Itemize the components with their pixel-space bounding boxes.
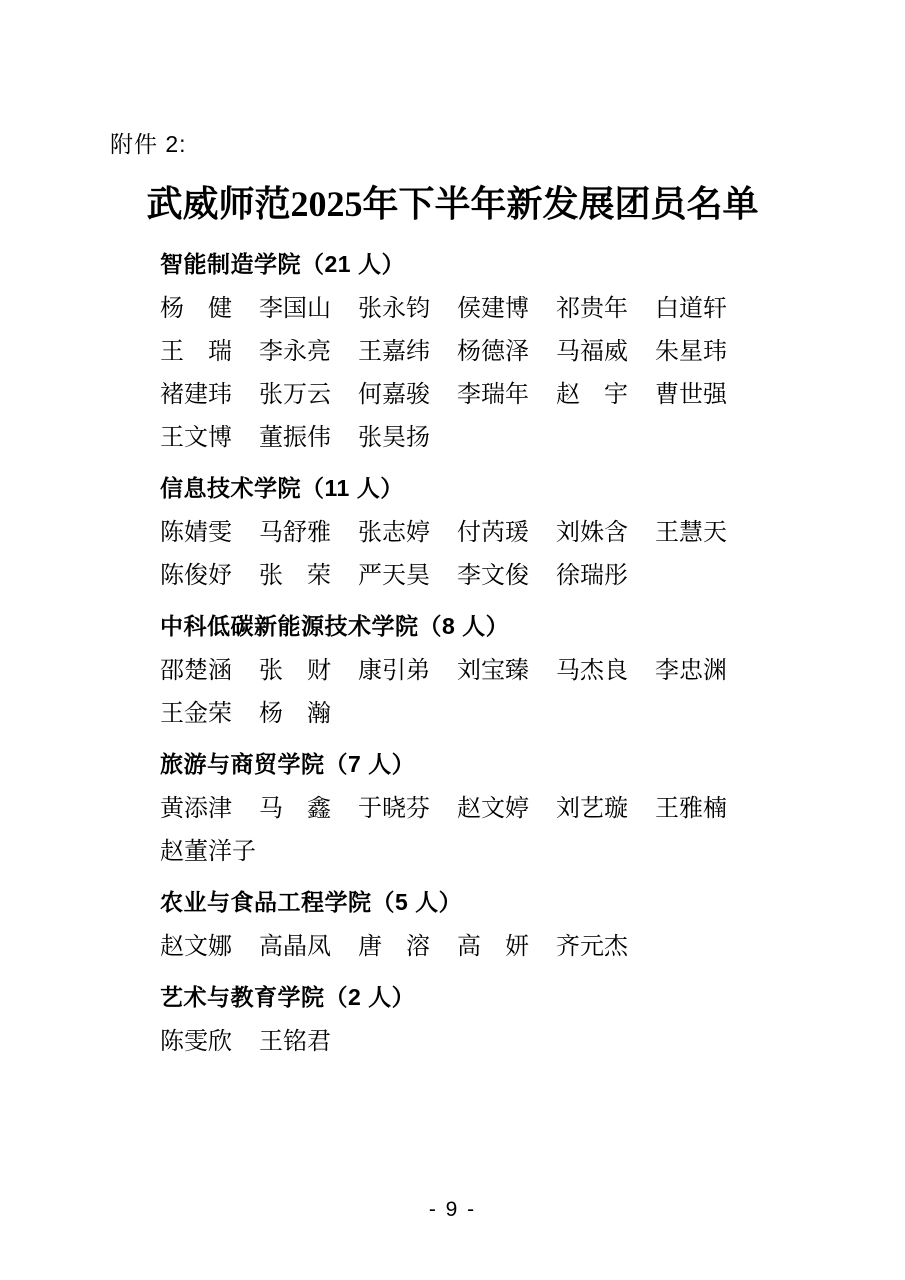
member-name: 张 荣	[259, 563, 331, 589]
member-name: 侯建博	[457, 296, 529, 322]
member-name: 高晶凤	[259, 934, 331, 960]
member-name: 张永钧	[358, 296, 430, 322]
member-name: 李忠渊	[655, 658, 727, 684]
college-section	[160, 969, 795, 1064]
sections	[160, 236, 795, 1064]
college-section-title: 旅游与商贸学院（7 人）	[160, 751, 416, 777]
member-name: 徐瑞彤	[556, 563, 628, 589]
member-name: 李永亮	[259, 339, 331, 365]
member-name: 李瑞年	[457, 382, 529, 408]
member-name: 马福威	[556, 339, 628, 365]
name-row	[160, 288, 795, 331]
name-row	[160, 650, 795, 693]
college-section	[160, 874, 795, 969]
name-row	[160, 374, 795, 417]
member-name: 高 妍	[457, 934, 529, 960]
member-name: 张万云	[259, 382, 331, 408]
member-name: 马舒雅	[259, 520, 331, 546]
member-name: 王铭君	[259, 1029, 331, 1055]
member-name: 王嘉纬	[358, 339, 430, 365]
member-name: 张志婷	[358, 520, 430, 546]
member-name: 刘宝臻	[457, 658, 529, 684]
member-name: 马 鑫	[259, 796, 331, 822]
member-name: 陈雯欣	[160, 1029, 232, 1055]
member-name: 赵 宇	[556, 382, 628, 408]
member-name: 王雅楠	[655, 796, 727, 822]
name-row	[160, 831, 795, 874]
member-name: 王慧天	[655, 520, 727, 546]
member-name: 黄添津	[160, 796, 232, 822]
member-name: 于晓芬	[358, 796, 430, 822]
name-row	[160, 417, 795, 460]
name-row	[160, 693, 795, 736]
member-name: 马杰良	[556, 658, 628, 684]
name-row	[160, 788, 795, 831]
member-name: 褚建玮	[160, 382, 232, 408]
member-name: 陈俊妤	[160, 563, 232, 589]
member-name: 赵文娜	[160, 934, 232, 960]
member-name: 董振伟	[259, 425, 331, 451]
name-row	[160, 331, 795, 374]
member-name: 赵文婷	[457, 796, 529, 822]
college-section	[160, 460, 795, 598]
college-section-title: 艺术与教育学院（2 人）	[160, 984, 416, 1010]
attachment-label: 附件 2:	[110, 131, 187, 157]
member-name: 刘姝含	[556, 520, 628, 546]
member-name: 张 财	[259, 658, 331, 684]
name-row	[160, 926, 795, 969]
college-section	[160, 598, 795, 736]
member-name: 王 瑞	[160, 339, 232, 365]
member-name: 白道轩	[655, 296, 727, 322]
name-row	[160, 1021, 795, 1064]
name-row	[160, 512, 795, 555]
member-name: 李文俊	[457, 563, 529, 589]
member-name: 齐元杰	[556, 934, 628, 960]
member-name: 祁贵年	[556, 296, 628, 322]
page-number: - 9 -	[428, 1198, 477, 1221]
member-name: 曹世强	[655, 382, 727, 408]
college-section-title: 农业与食品工程学院（5 人）	[160, 889, 463, 915]
member-name: 唐 溶	[358, 934, 430, 960]
college-section-title: 智能制造学院（21 人）	[160, 251, 405, 277]
member-name: 张昊扬	[358, 425, 430, 451]
member-name: 赵董洋子	[160, 839, 256, 865]
member-name: 李国山	[259, 296, 331, 322]
college-section	[160, 236, 795, 460]
college-section	[160, 736, 795, 874]
member-name: 刘艺璇	[556, 796, 628, 822]
member-name: 严天昊	[358, 563, 430, 589]
college-section-title: 中科低碳新能源技术学院（8 人）	[160, 613, 510, 639]
document-title: 武威师范2025年下半年新发展团员名单	[146, 184, 759, 224]
member-name: 邵楚涵	[160, 658, 232, 684]
member-name: 付芮瑗	[457, 520, 529, 546]
college-section-title: 信息技术学院（11 人）	[160, 475, 404, 501]
name-row	[160, 555, 795, 598]
member-name: 康引弟	[358, 658, 430, 684]
member-name: 杨 健	[160, 296, 232, 322]
member-name: 朱星玮	[655, 339, 727, 365]
member-name: 何嘉骏	[358, 382, 430, 408]
member-name: 王金荣	[160, 701, 232, 727]
member-name: 杨 瀚	[259, 701, 331, 727]
member-name: 陈婧雯	[160, 520, 232, 546]
member-name: 杨德泽	[457, 339, 529, 365]
member-name: 王文博	[160, 425, 232, 451]
